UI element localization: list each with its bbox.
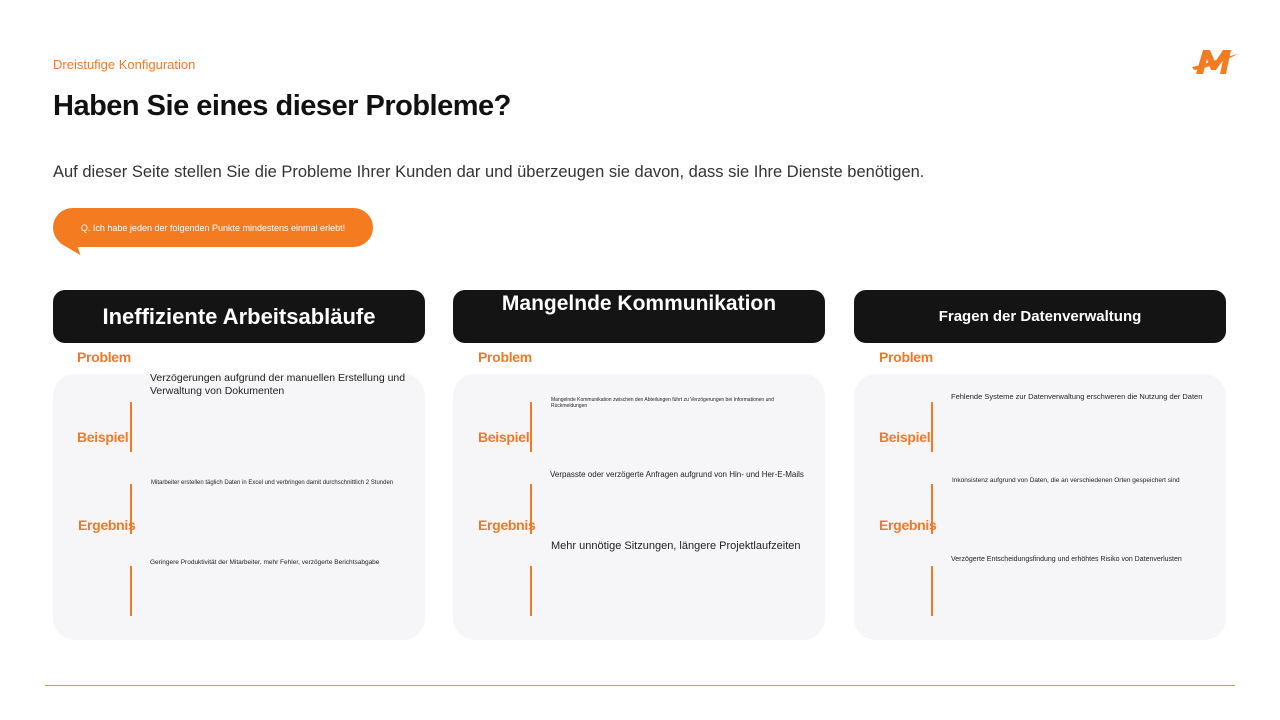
m-logo-icon [1192, 44, 1238, 78]
problem-text: Fehlende Systeme zur Datenverwaltung erschweren die Nutzung der Daten [951, 392, 1203, 401]
result-label: Ergebnis [478, 517, 536, 533]
result-label: Ergebnis [879, 517, 937, 533]
result-text: Verzögerte Entscheidungsfindung und erhöhtes Risiko von Datenverlusten [951, 556, 1182, 563]
question-bubble [53, 208, 373, 247]
column-title: Fragen der Datenverwaltung [938, 308, 1142, 325]
divider-bar [931, 402, 933, 452]
divider-bar [130, 566, 132, 616]
example-text: Verpasste oder verzögerte Anfragen aufgrund von Hin- und Her-E-Mails [550, 470, 804, 479]
column-header [53, 290, 425, 343]
example-text: Mitarbeiter erstellen täglich Daten in Excel und verbringen damit durchschnittlich 2 Stunden [151, 480, 394, 486]
problem-column-workflows [53, 290, 425, 640]
footer-divider [45, 685, 1235, 686]
slide-subtitle: Dreistufige Konfiguration [53, 57, 196, 72]
divider-bar [530, 566, 532, 616]
example-label: Beispiel [478, 429, 530, 445]
problem-label: Problem [478, 349, 532, 365]
problem-card [53, 374, 425, 640]
column-header [453, 290, 825, 343]
problem-text: Mangelnde Kommunikation zwischen den Abteilungen führt zu Verzögerungen bei Informationen und Rückmeldungen [551, 397, 774, 410]
result-label: Ergebnis [78, 517, 136, 533]
example-text: Inkonsistenz aufgrund von Daten, die an verschiedenen Orten gespeichert sind [952, 477, 1180, 484]
problem-label: Problem [879, 349, 933, 365]
problem-column-data [854, 290, 1226, 640]
page-title: Haben Sie eines dieser Probleme? [53, 90, 511, 122]
problem-label: Problem [77, 349, 131, 365]
problem-card [854, 374, 1226, 640]
divider-bar [530, 402, 532, 452]
example-label: Beispiel [879, 429, 931, 445]
column-title: Mangelnde Kommunikation [501, 292, 777, 315]
example-label: Beispiel [77, 429, 129, 445]
column-title: Ineffiziente Arbeitsabläufe [102, 303, 376, 329]
problem-card [453, 374, 825, 640]
divider-bar [130, 402, 132, 452]
divider-bar [931, 566, 933, 616]
problem-column-communication [453, 290, 825, 640]
column-header [854, 290, 1226, 343]
result-text: Mehr unnötige Sitzungen, längere Projektlaufzeiten [551, 540, 801, 552]
problem-text: Verzögerungen aufgrund der manuellen Erstellung und Verwaltung von Dokumenten [150, 372, 406, 398]
intro-text: Auf dieser Seite stellen Sie die Probleme Ihrer Kunden dar und überzeugen sie davon, dass sie Ihre Dienste benötigen. [53, 163, 925, 181]
question-text: Q. Ich habe jeden der folgenden Punkte mindestens einmal erlebt! [80, 222, 346, 233]
result-text: Geringere Produktivität der Mitarbeiter, mehr Fehler, verzögerte Berichtsabgabe [150, 559, 380, 566]
